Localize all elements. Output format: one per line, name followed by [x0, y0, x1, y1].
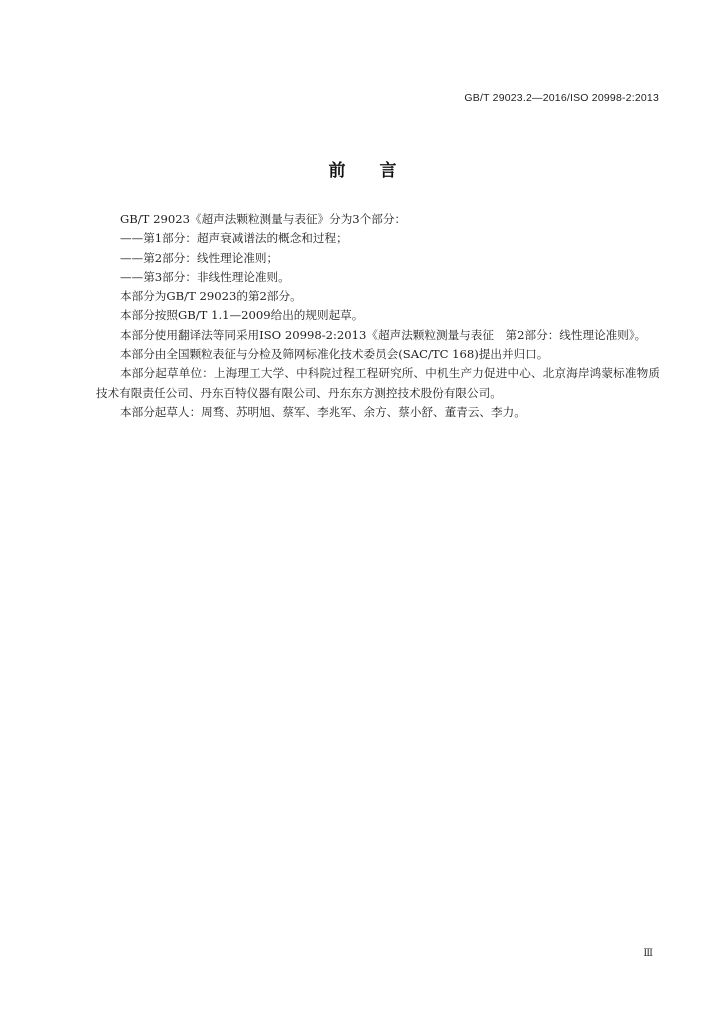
- paragraph-parts-intro: GB/T 29023《超声法颗粒测量与表征》分为3个部分：: [120, 212, 407, 226]
- paragraph-drafters: 本部分起草人：周骛、苏明旭、蔡军、李兆军、余方、蔡小舒、董青云、李力。: [120, 404, 526, 419]
- page-number: Ⅲ: [643, 948, 653, 959]
- title-spacer: [346, 156, 380, 181]
- title-char-2: 言: [379, 161, 397, 181]
- paragraph-drafting-rules: 本部分按照GB/T 1.1—2009给出的规则起草。: [120, 308, 364, 323]
- title-char-1: 前: [328, 161, 346, 181]
- paragraph-this-part: 本部分为GB/T 29023的第2部分。: [120, 289, 302, 304]
- list-item-part-3: ——第3部分：非线性理论准则。: [120, 269, 290, 284]
- list-item-part-2: ——第2部分：线性理论准则；: [120, 250, 279, 265]
- paragraph-drafting-units: 本部分起草单位：上海理工大学、中科院过程工程研究所、中机生产力促进中心、北京海岸鸿蒙标准物质技术有限责任公司、丹东百特仪器有限公司、丹东东方测控技术股份有限公司。: [96, 366, 660, 400]
- foreword-body: [96, 210, 660, 422]
- paragraph-adoption: 本部分使用翻译法等同采用ISO 20998-2:2013《超声法颗粒测量与表征 第2部分：线性理论准则》。: [120, 327, 647, 342]
- paragraph-committee: 本部分由全国颗粒表征与分检及筛网标准化技术委员会(SAC/TC 168)提出并归口。: [120, 347, 549, 362]
- list-item-part-1: ——第1部分：超声衰减谱法的概念和过程；: [120, 231, 348, 246]
- page-title: [0, 156, 725, 181]
- standard-number-header: GB/T 29023.2—2016/ISO 20998-2:2013: [464, 92, 659, 104]
